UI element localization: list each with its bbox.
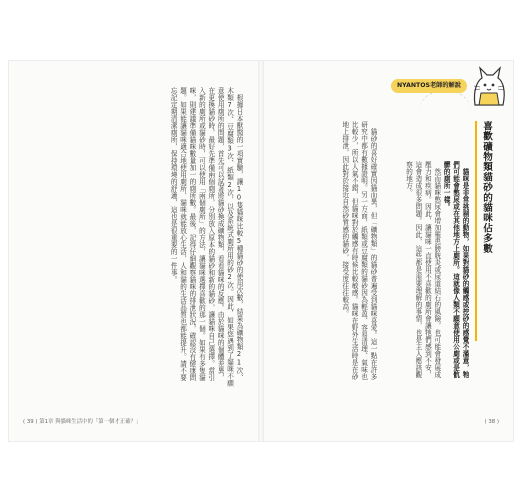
heading-text: 喜歡礦物類貓砂的貓咪佔多數 xyxy=(481,121,492,254)
right-folio-text: ( 38 ) xyxy=(484,419,499,425)
left-page xyxy=(9,61,259,441)
left-body-text xyxy=(29,87,243,387)
left-folio xyxy=(23,417,141,425)
right-body-text-bottom xyxy=(279,121,377,383)
right-body-text-top xyxy=(381,161,469,383)
left-body-paragraph: 根據日本獸醫的一項實驗，讓10隻貓咪比較5種貓砂的使用次數，結果為礦物類21次、木類7次、豆腐類3次、紙類2次，以及系統式廁所用的砂2次。因此，如果您遇到了貓咪不願意使用廁所的問題，首先可以試著將貓砂換成礦物類，看看貓咪的反應。由於貓咪的個體差異，在更換貓砂時，最好先準備兩個廁所，分別放入原本的貓砂和新的貓砂，讓貓咪自己選擇。當引入新的廁所或貓砂時，可以使用「兩個廁所」的方法，讓貓咪選擇喜歡的那一個。如果有多隻貓咪，則建議準備貓咪數量加一的廁所數。最後，記得仔細觀察貓咪的排泄狀況，確認沒有健康問題。如果能讓貓咪適合地使用廁所，貓咪就能放心生活，人和貓的生活品質也都能提升。請不要忘記定期清潔廁所，保持環境的舒適，這也是很重要的一件事。 xyxy=(169,87,243,387)
book-spread xyxy=(8,60,514,442)
right-page xyxy=(263,61,513,441)
body-paragraph-2: 貓砂的喜好確實因貓而異，但「礦物類」的貓砂普遍受到貓咪喜愛。這一點在許多研究中都有數據證明。另一方面，紙類或豆腐類的貓砂因為輕盈、容易清理、氣味也比較少，所以人氣不錯，但貓咪對於觸感有時候比較敏感。貓咪在野外生活時是在砂地上排泄，因此對於接近自然砂質感的貓砂，接受度往往較高。 xyxy=(340,121,377,380)
section-heading xyxy=(475,121,499,341)
left-folio-text: ( 39 ) 第1章 與貓咪生活中的「第一個才正確？」 xyxy=(23,419,142,425)
bold-paragraph: 貓咪是非常挑剔的動物，如果對貓砂的觸感或挖砂的感覺不滿意，牠們可能會憋尿或在其他地方上廁所。這就像人類不願意使用公廁或是骯髒的廁所一樣。 xyxy=(442,161,469,378)
dashed-arc-decoration xyxy=(419,91,471,112)
teacher-label xyxy=(391,79,467,93)
cat-teacher-icon xyxy=(469,65,509,109)
right-folio xyxy=(485,419,500,425)
teacher-label-text: NYANTOS老師的解說 xyxy=(397,82,461,89)
body-paragraph-1: 然而貓咪憋尿會增加罹患膀胱炎或尿道結石的風險，也可能會發展成壓力和疾病。因此，讓貓咪一直使用不喜歡的廁所會讓牠們感到不安，這會造成很多問題。因此，這些都是需要理解的事情，也是主人應該觀察的地方。 xyxy=(404,161,441,378)
